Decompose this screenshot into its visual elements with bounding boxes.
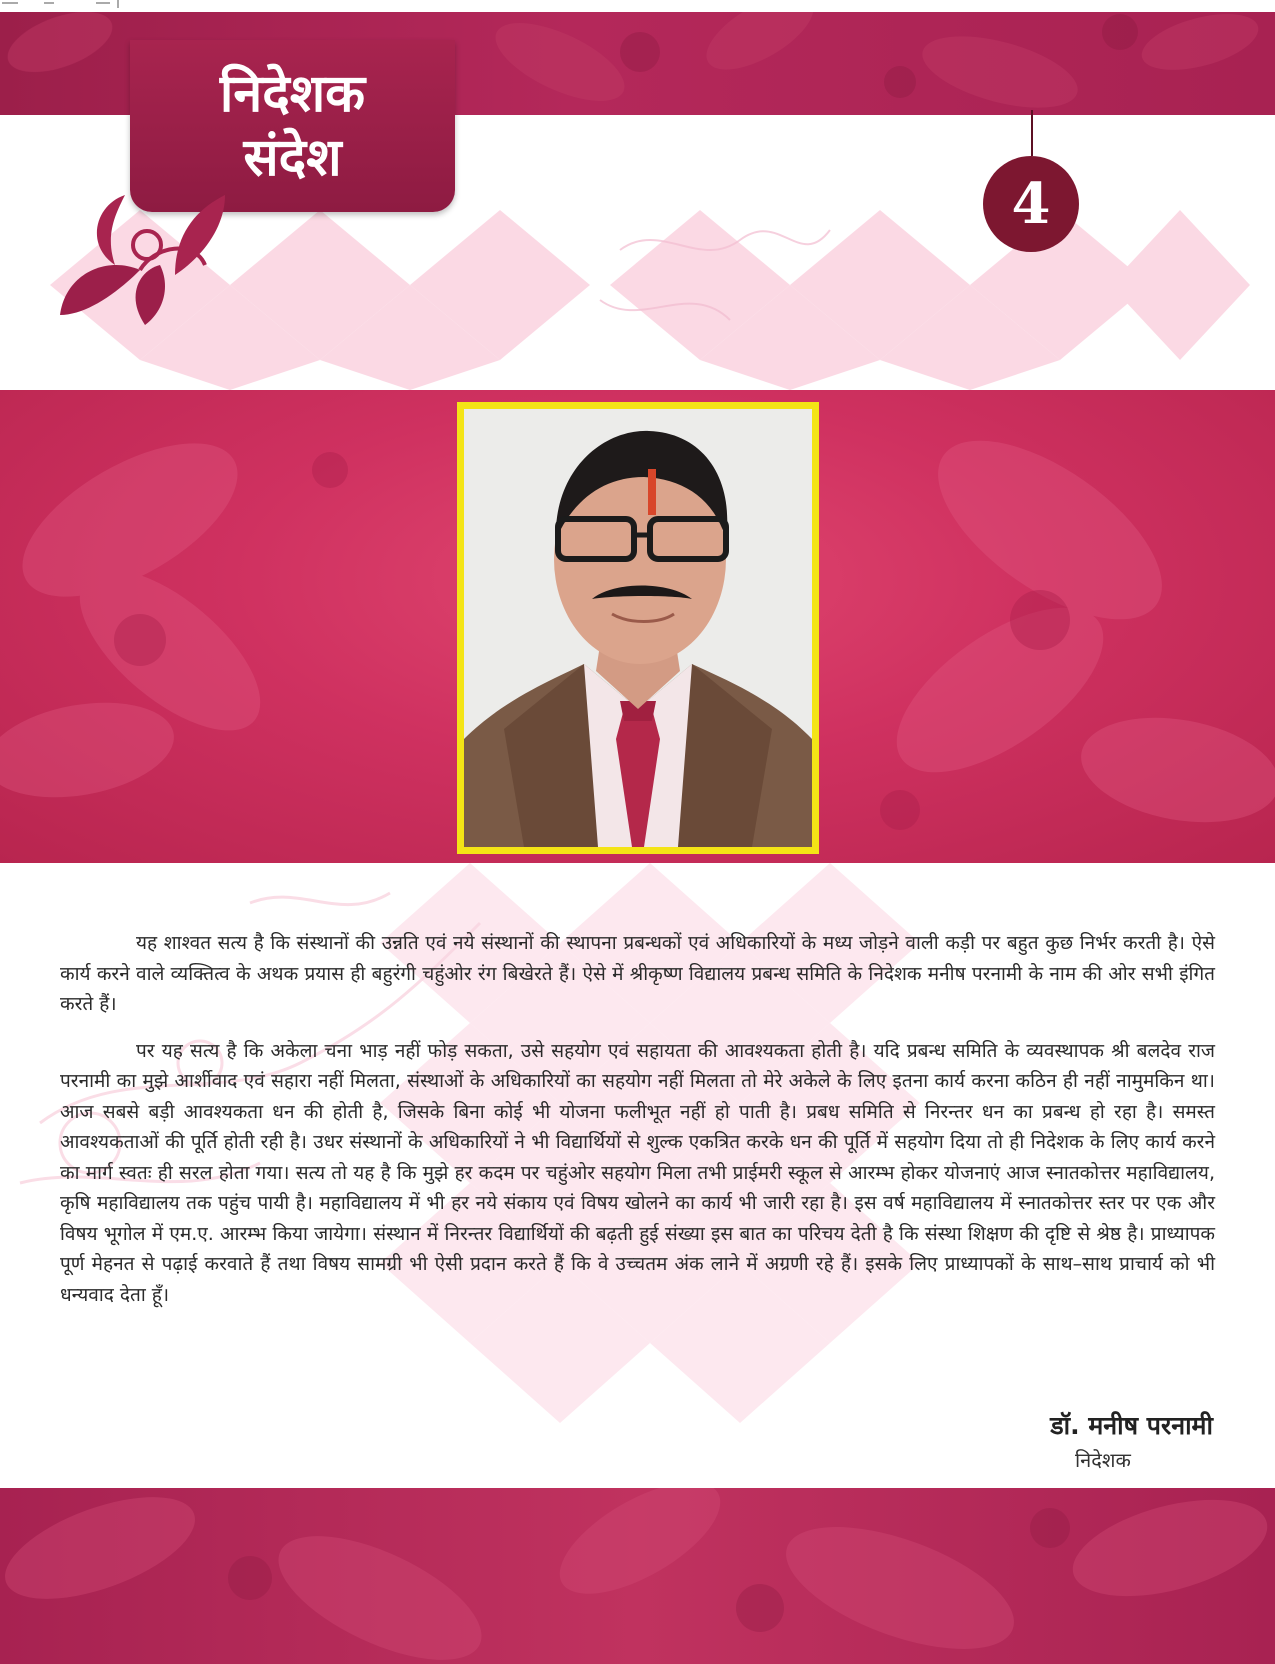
message-paragraph-1: यह शाश्वत सत्य है कि संस्थानों की उन्नति एवं नये संस्थानों की स्थापना प्रबन्धकों एवं अधिकारियों के मध्य जोड़ने वाली कड़ी पर बहुत कुछ निर्भर करती है। ऐसे कार्य करने वाले व्यक्तित्व के अथक प्रयास ही बहुरंगी चहुंओर रंग बिखेरते हैं। ऐसे में श्रीकृष्ण विद्यालय प्रबन्ध समिति के निदेशक मनीष परनामी के नाम की ओर सभी इंगित करते हैं। bbox=[60, 932, 1215, 1015]
leaf-ornament-icon bbox=[55, 185, 235, 330]
person-portrait-icon bbox=[464, 409, 812, 847]
page-title-line1: निदेशक bbox=[219, 64, 366, 124]
crop-marks bbox=[0, 0, 140, 10]
page-number-badge: 4 bbox=[983, 156, 1079, 252]
portrait-frame bbox=[457, 402, 819, 854]
message-paragraph-2: पर यह सत्य है कि अकेला चना भाड़ नहीं फोड़ सकता, उसे सहयोग एवं सहायता की आवश्यकता होती है। यदि प्रबन्ध समिति के व्यवस्थापक श्री बलदेव राज परनामी का मुझे आर्शीवाद एवं सहारा नहीं मिलता, संस्थाओं के अधिकारियों का सहयोग नहीं मिलता तो मेरे अकेले के लिए इतना कार्य करना कठिन ही नहीं नामुमकिन था। आज सबसे बड़ी आवश्यकता धन की होती है, जिसके बिना कोई भी योजना फलीभूत नहीं हो पाती है। प्रबध समिति से निरन्तर धन का प्रबन्ध हो रहा है। समस्त आवश्यकताओं की पूर्ति होती रही है। उधर संस्थानों के अधिकारियों ने भी विद्यार्थियों से शुल्क एकत्रित करके धन की पूर्ति में सहयोग दिया तो ही निदेशक के लिए कार्य करने का मार्ग स्वतः ही सरल होता गया। सत्य तो यह है कि मुझे हर कदम पर चहुंओर सहयोग मिला तभी प्राईमरी स्कूल से आरम्भ होकर योजनाएं आज स्नातकोत्तर महाविद्यालय, कृषि महाविद्यालय तक पहुंच पायी है। महाविद्यालय में भी हर नये संकाय एवं विषय खोलने का कार्य भी जारी रहा है। इस वर्ष महाविद्यालय में स्नातकोत्तर स्तर पर एक और विषय भूगोल में एम.ए. आरम्भ किया जायेगा। संस्थान में निरन्तर विद्यार्थियों की बढ़ती हुई संख्या इस बात का परिचय देती है कि संस्था शिक्षण की दृष्टि से श्रेष्ठ है। प्राध्यापक पूर्ण मेहनत से पढ़ाई करवाते हैं तथा विषय सामग्री भी ऐसी प्रदान करते हैं कि वे उच्चतम अंक लाने में अग्रणी रहे हैं। इसके लिए प्राध्यापकों के साथ–साथ प्राचार्य को भी धन्यवाद देता हूँ। bbox=[60, 1039, 1215, 1306]
portrait-photo bbox=[464, 409, 812, 847]
signature-name: डॉ. मनीष परनामी bbox=[1050, 1411, 1213, 1440]
hanging-line bbox=[1031, 110, 1033, 156]
footer-band bbox=[0, 1488, 1275, 1664]
message-text bbox=[60, 928, 1215, 1326]
page-title-line2: संदेश bbox=[243, 128, 342, 188]
floral-pattern-bottom bbox=[0, 1488, 1275, 1664]
signature-designation: निदेशक bbox=[1075, 1448, 1131, 1472]
